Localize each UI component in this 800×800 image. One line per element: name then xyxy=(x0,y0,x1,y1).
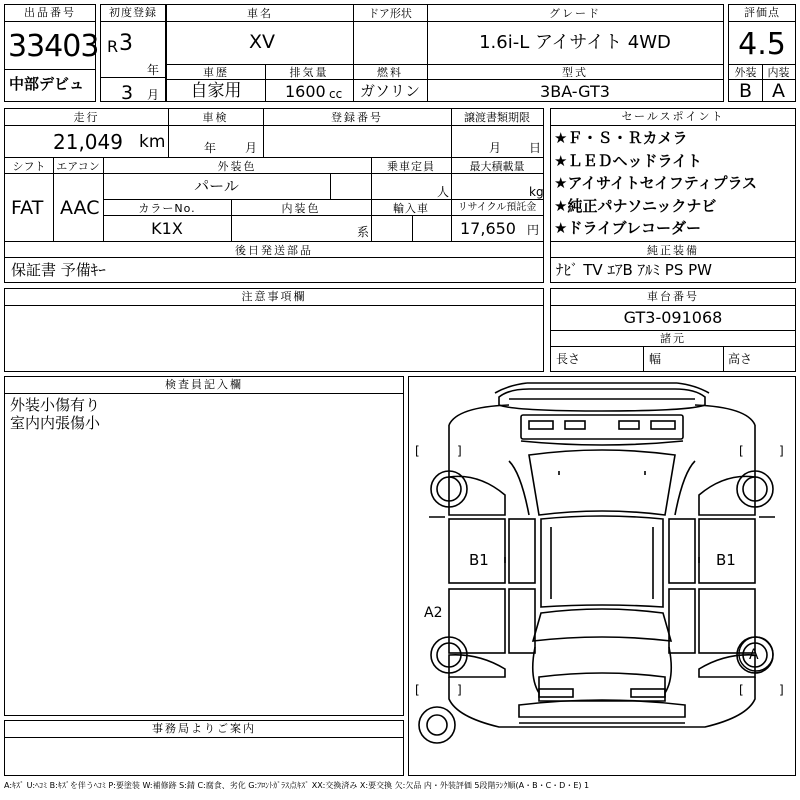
lot-number-label: 出品番号 xyxy=(5,5,95,22)
first-registration-label: 初度登録 xyxy=(101,5,165,22)
fuel-label: 燃料 xyxy=(377,66,403,79)
int-color-label: 内装色 xyxy=(281,202,321,215)
inspection-month-unit: 月 xyxy=(245,141,258,155)
damage-mark: B1 xyxy=(716,551,736,569)
legend-text: A:ｷｽﾞ U:ﾍｺﾐ B:ｷｽﾞを伴うﾍｺﾐ P:要塗装 W:補修跡 S:錆 C:腐食、劣化 G:ﾌﾛﾝﾄｶﾞﾗｽ点ｷｽﾞ XX:交換済み X:要交換 欠:欠品 内・外装評価 5段階ﾗﾝｸ順(A・B・C・D・E) 1 xyxy=(4,781,590,790)
recycle-label: リサイクル預託金 xyxy=(457,202,537,213)
model-value: 3BA-GT3 xyxy=(540,82,610,101)
later-parts-label: 後日発送部品 xyxy=(235,244,313,257)
ext-grade-label: 外装 xyxy=(734,66,757,79)
office-box xyxy=(4,720,404,776)
model-label: 型式 xyxy=(562,66,588,79)
month-unit: 月 xyxy=(147,88,160,102)
ext-color-value: パール xyxy=(194,177,239,195)
damage-mark: A2 xyxy=(424,605,443,621)
year-unit: 年 xyxy=(147,63,160,77)
era-mark: R xyxy=(107,37,119,56)
fuel-value: ガソリン xyxy=(359,82,420,100)
color-number-value: K1X xyxy=(151,219,183,238)
width-label: 幅 xyxy=(649,352,662,366)
vehicle-info-box xyxy=(166,4,724,102)
ac-label: エアコン xyxy=(56,160,100,173)
mileage-value: 21,049 xyxy=(53,130,123,154)
inspector-line: 室内内張傷小 xyxy=(10,414,101,432)
diagram-bracket: [ xyxy=(739,444,744,458)
mileage-unit: km xyxy=(139,132,166,152)
selling-point-item: ★純正パナソニックナビ xyxy=(554,196,717,215)
capacity-label: 乗車定員 xyxy=(387,160,435,173)
recycle-value: 17,650 xyxy=(460,219,516,238)
grade-value: 1.6i-L アイサイト 4WD xyxy=(479,32,671,53)
mileage-label: 走行 xyxy=(73,111,100,124)
diagram-bracket: ] xyxy=(779,444,784,458)
diagram-bracket: [ xyxy=(415,683,420,697)
int-color-unit: 系 xyxy=(357,225,370,239)
reg-number-label: 登録番号 xyxy=(331,111,383,124)
displacement-value: 1600 xyxy=(285,82,326,101)
shift-value: FAT xyxy=(11,197,44,219)
diagram-bracket: ] xyxy=(457,683,462,697)
chassis-label: 車台番号 xyxy=(551,289,795,306)
inspector-box xyxy=(4,376,404,716)
import-label: 輸入車 xyxy=(393,202,429,215)
notes-label: 注意事項欄 xyxy=(5,289,543,306)
selling-point-item: ★Ｆ・Ｓ・Ｒカメラ xyxy=(554,129,688,147)
diagram-bracket: [ xyxy=(739,683,744,697)
office-label: 事務局よりご案内 xyxy=(5,721,403,738)
car-name: XV xyxy=(249,31,276,53)
grade-label: グレード xyxy=(549,7,601,20)
transfer-day-unit: 日 xyxy=(529,141,542,155)
spec-grid xyxy=(4,108,544,283)
diagram-bracket: ] xyxy=(457,444,462,458)
chassis-box xyxy=(550,288,796,372)
selling-point-item: ★アイサイトセイフティプラス xyxy=(554,174,758,192)
selling-point-item: ★ＬＥＤヘッドライト xyxy=(554,151,702,170)
registration-year: 3 xyxy=(119,31,133,56)
recycle-unit: 円 xyxy=(527,223,540,237)
equipment-value: ﾅﾋﾞ TV ｴｱB ｱﾙﾐ PS PW xyxy=(556,261,712,279)
score-label: 評価点 xyxy=(729,5,795,22)
displacement-label: 排気量 xyxy=(289,66,329,79)
selling-points-box xyxy=(550,108,796,283)
selling-points-label: セールスポイント xyxy=(551,109,795,126)
capacity-unit: 人 xyxy=(437,185,450,199)
int-grade-label: 内装 xyxy=(767,66,790,79)
max-load-label: 最大積載量 xyxy=(469,160,525,173)
dimensions-label: 諸元 xyxy=(660,332,686,345)
ext-grade: B xyxy=(738,80,753,102)
transfer-doc-label: 譲渡書類期限 xyxy=(464,111,530,124)
ext-color-label: 外装色 xyxy=(217,160,257,173)
diagram-bracket: [ xyxy=(415,444,420,458)
ac-value: AAC xyxy=(60,197,100,219)
history-label: 車歴 xyxy=(203,66,229,79)
inspection-label: 車検 xyxy=(202,111,229,124)
chassis-number: GT3-091068 xyxy=(623,308,723,327)
transfer-month-unit: 月 xyxy=(489,141,502,155)
int-grade: A xyxy=(772,80,785,102)
equipment-label: 純正装備 xyxy=(647,244,699,257)
score-value: 4.5 xyxy=(738,27,786,62)
car-diagram xyxy=(409,377,795,775)
height-label: 高さ xyxy=(728,352,753,366)
length-label: 長さ xyxy=(556,352,581,366)
lot-number: 33403 xyxy=(8,29,99,64)
damage-circle-a xyxy=(736,634,776,674)
registration-month: 3 xyxy=(121,82,134,104)
damage-mark: A xyxy=(749,647,759,663)
inspector-label: 検査員記入欄 xyxy=(5,377,403,394)
car-name-label: 車名 xyxy=(247,7,273,20)
history-value: 自家用 xyxy=(190,81,242,101)
notes-box xyxy=(4,288,544,372)
max-load-unit: kg xyxy=(529,185,544,199)
door-label: ドア形状 xyxy=(368,7,412,20)
debut-label: 中部デビュ xyxy=(9,75,85,93)
car-diagram-box xyxy=(408,376,796,776)
first-registration-box xyxy=(100,4,166,102)
lot-number-box xyxy=(4,4,99,102)
inspector-line: 外装小傷有り xyxy=(10,396,101,414)
damage-mark: B1 xyxy=(469,551,489,569)
score-box xyxy=(728,4,796,102)
inspection-year-unit: 年 xyxy=(204,141,217,155)
shift-label: シフト xyxy=(12,160,46,173)
displacement-unit: cc xyxy=(329,87,343,101)
selling-point-item: ★ドライブレコーダー xyxy=(554,219,701,237)
later-parts-value: 保証書 予備ｷｰ xyxy=(11,261,106,279)
color-number-label: カラーNo. xyxy=(138,202,196,215)
diagram-bracket: ] xyxy=(779,683,784,697)
